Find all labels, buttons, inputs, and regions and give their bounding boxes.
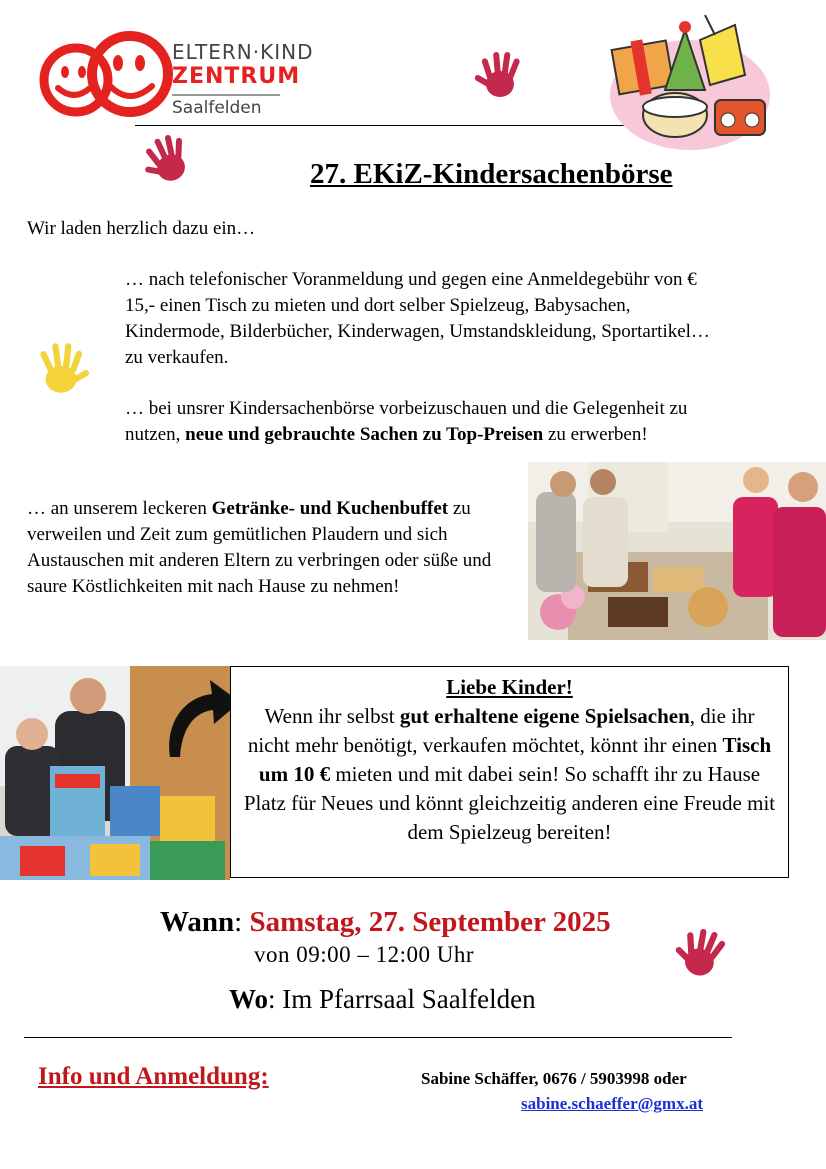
paragraph-buffet-bold: Getränke- und Kuchenbuffet <box>211 498 449 519</box>
logo-line1: ELTERN·KIND <box>172 40 314 64</box>
kids-box-heading: Liebe Kinder! <box>446 675 573 699</box>
kids-box-t1: Wenn ihr selbst <box>264 704 400 728</box>
email-link[interactable]: sabine.schaeffer@gmx.at <box>521 1094 704 1113</box>
paragraph-visit-pre: … bei unsrer Kindersachenbörse vorbeizuschauen und die Gelegenheit zu nutzen, <box>125 398 688 445</box>
when-time: von 09:00 – 12:00 Uhr <box>254 942 475 967</box>
info-label: Info und Anmeldung: <box>38 1063 269 1090</box>
red-handprint-icon <box>470 48 530 108</box>
paragraph-visit-post: zu erwerben! <box>543 424 648 445</box>
kids-box-t2: , die ihr nicht mehr benötigt, verkaufen möchtet, könnt ihr einen <box>247 704 755 757</box>
kids-box-b2: Tisch um 10 € <box>258 733 772 786</box>
logo <box>38 30 314 125</box>
paragraph-buffet-pre: … an unserem leckeren <box>27 498 212 519</box>
logo-divider <box>172 94 280 96</box>
buffet-photo <box>528 462 826 640</box>
kids-box-b1: gut erhaltene eigene Spielsachen <box>399 704 690 728</box>
footer-rule <box>24 1037 732 1038</box>
header-rule <box>135 125 630 126</box>
paragraph-rent-table: … nach telefonischer Voranmeldung und gegen eine Anmeldegebühr von € 15,- einen Tisch zu mieten und dort selber Spielzeug, Babysachen, Kindermode, Bilderbücher, Kinderwagen, Umstandskleidung, Sportartikel… zu verkaufen. <box>125 269 710 368</box>
when-date: Samstag, 27. September 2025 <box>249 906 611 938</box>
contact-line: Sabine Schäffer, 0676 / 5903998 oder <box>421 1069 687 1088</box>
logo-line2: ZENTRUM <box>172 64 301 89</box>
page-title: 27. EKiZ-Kindersachenbörse <box>310 158 673 190</box>
paragraph-visit <box>125 396 705 448</box>
where-line <box>229 984 536 1015</box>
intro-text: Wir laden herzlich dazu ein… <box>27 218 256 239</box>
kids-box-t3: mieten und mit dabei sein! So schafft ihr zu Hause Platz für Neues und könnt gleichzeitig anderen eine Freude mit dem Spielzeug bereiten! <box>243 762 776 844</box>
kids-info-box <box>230 666 789 878</box>
kids-box-text <box>231 702 788 847</box>
paragraph-buffet <box>27 496 523 600</box>
paragraph-visit-bold: neue und gebrauchte Sachen zu Top-Preisen <box>185 424 544 445</box>
red-handprint-icon <box>670 925 732 987</box>
where-label: Wo <box>229 984 269 1014</box>
when-label: Wann <box>160 906 235 938</box>
where-place: : Im Pfarrsaal Saalfelden <box>268 984 536 1014</box>
toys-illustration-icon <box>605 15 775 150</box>
logo-line3: Saalfelden <box>172 98 262 118</box>
paragraph-buffet-post: zu verweilen und Zeit zum gemütlichen Plaudern und sich Austauschen mit anderen Eltern zu verbringen oder süße und saure Köstlichkeiten mit nach Hause zu nehmen! <box>27 498 492 597</box>
logo-faces-icon <box>38 30 178 125</box>
yellow-handprint-icon <box>30 340 92 402</box>
when-line: Wann: Samstag, 27. September 2025 <box>160 906 611 938</box>
red-handprint-icon <box>138 132 200 192</box>
